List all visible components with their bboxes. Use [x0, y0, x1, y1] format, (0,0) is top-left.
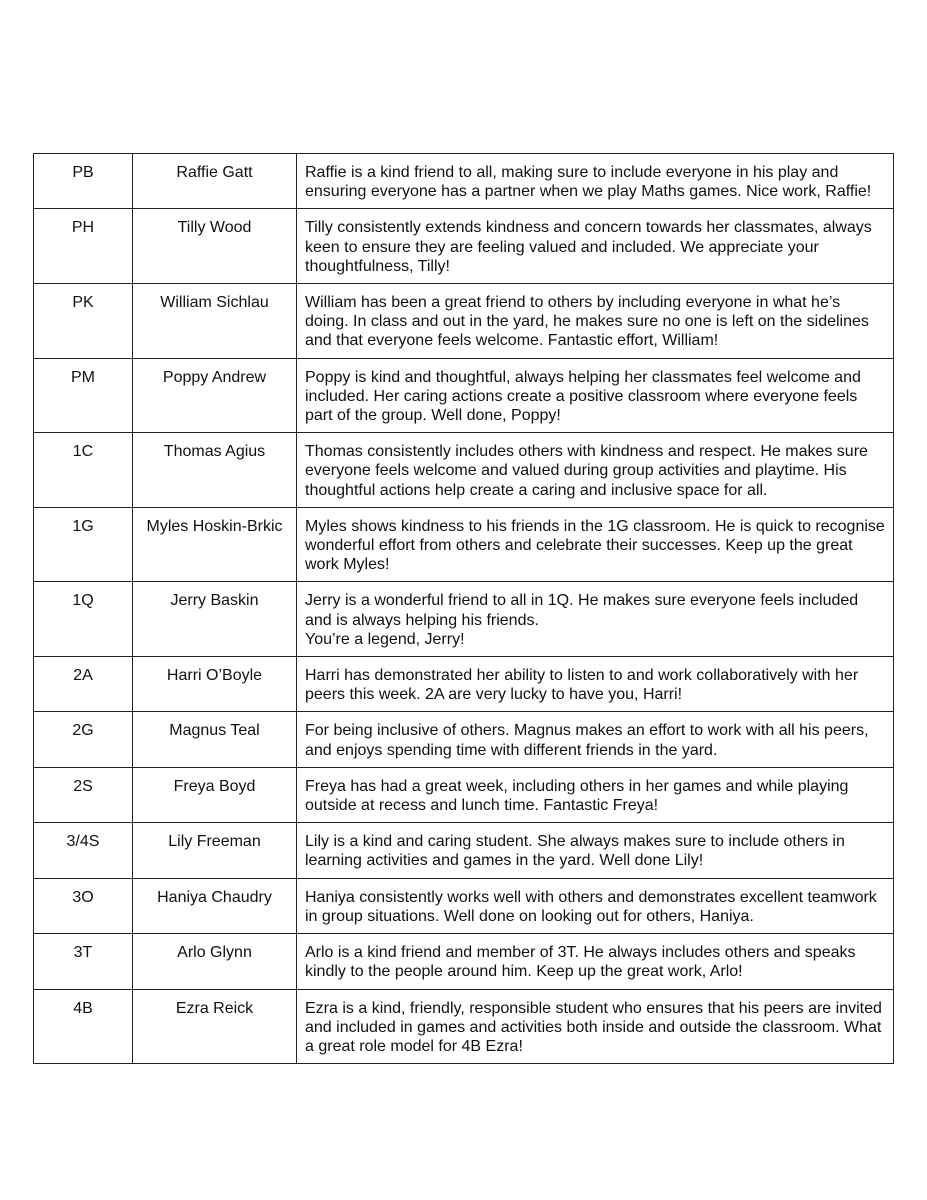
class-cell: PH: [34, 209, 133, 284]
table-row: [34, 657, 894, 712]
class-cell: 2S: [34, 767, 133, 822]
commendation-cell: Thomas consistently includes others with kindness and respect. He makes sure everyone feels welcome and valued during group activities and playtime. His thoughtful actions help create a caring and inclusive space for all.: [297, 433, 894, 508]
class-cell: 1G: [34, 507, 133, 582]
student-name-cell: Thomas Agius: [133, 433, 297, 508]
commendation-cell: Lily is a kind and caring student. She always makes sure to include others in learning activities and games in the yard. Well done Lily!: [297, 823, 894, 878]
class-cell: 1C: [34, 433, 133, 508]
table-row: [34, 284, 894, 359]
awards-table-body: [34, 154, 894, 1064]
commendation-cell: For being inclusive of others. Magnus makes an effort to work with all his peers, and enjoys spending time with different friends in the yard.: [297, 712, 894, 767]
table-row: [34, 767, 894, 822]
commendation-cell: Myles shows kindness to his friends in the 1G classroom. He is quick to recognise wonderful effort from others and celebrate their successes. Keep up the great work Myles!: [297, 507, 894, 582]
table-row: [34, 433, 894, 508]
student-name-cell: Haniya Chaudry: [133, 878, 297, 933]
commendation-cell: Arlo is a kind friend and member of 3T. He always includes others and speaks kindly to the people around him. Keep up the great work, Arlo!: [297, 934, 894, 989]
table-row: [34, 878, 894, 933]
table-row: [34, 823, 894, 878]
class-cell: 1Q: [34, 582, 133, 657]
student-name-cell: Arlo Glynn: [133, 934, 297, 989]
class-cell: PB: [34, 154, 133, 209]
student-name-cell: Freya Boyd: [133, 767, 297, 822]
table-row: [34, 582, 894, 657]
commendation-cell: William has been a great friend to others by including everyone in what he’s doing. In class and out in the yard, he makes sure no one is left on the sidelines and that everyone feels welcome. Fantastic effort, William!: [297, 284, 894, 359]
student-name-cell: Myles Hoskin-Brkic: [133, 507, 297, 582]
commendation-cell: Freya has had a great week, including others in her games and while playing outside at recess and lunch time. Fantastic Freya!: [297, 767, 894, 822]
commendation-cell: Jerry is a wonderful friend to all in 1Q. He makes sure everyone feels included and is always helping his friends. You’re a legend, Jerry!: [297, 582, 894, 657]
commendation-cell: Ezra is a kind, friendly, responsible student who ensures that his peers are invited and included in games and activities both inside and outside the classroom. What a great role model for 4B Ezra!: [297, 989, 894, 1064]
class-cell: 2A: [34, 657, 133, 712]
student-name-cell: Magnus Teal: [133, 712, 297, 767]
table-row: [34, 358, 894, 433]
table-row: [34, 507, 894, 582]
student-awards-table: [33, 153, 894, 1064]
commendation-cell: Haniya consistently works well with others and demonstrates excellent teamwork in group situations. Well done on looking out for others, Haniya.: [297, 878, 894, 933]
table-row: [34, 712, 894, 767]
student-name-cell: Harri O’Boyle: [133, 657, 297, 712]
class-cell: 3T: [34, 934, 133, 989]
class-cell: 2G: [34, 712, 133, 767]
commendation-cell: Harri has demonstrated her ability to listen to and work collaboratively with her peers this week. 2A are very lucky to have you, Harri!: [297, 657, 894, 712]
class-cell: 3/4S: [34, 823, 133, 878]
class-cell: 4B: [34, 989, 133, 1064]
student-name-cell: Ezra Reick: [133, 989, 297, 1064]
student-name-cell: Lily Freeman: [133, 823, 297, 878]
student-name-cell: Raffie Gatt: [133, 154, 297, 209]
student-name-cell: Jerry Baskin: [133, 582, 297, 657]
class-cell: PM: [34, 358, 133, 433]
commendation-cell: Poppy is kind and thoughtful, always helping her classmates feel welcome and included. Her caring actions create a positive classroom where everyone feels part of the group. Well done, Poppy!: [297, 358, 894, 433]
class-cell: PK: [34, 284, 133, 359]
class-cell: 3O: [34, 878, 133, 933]
commendation-cell: Raffie is a kind friend to all, making sure to include everyone in his play and ensuring everyone has a partner when we play Maths games. Nice work, Raffie!: [297, 154, 894, 209]
table-row: [34, 934, 894, 989]
table-row: [34, 989, 894, 1064]
student-name-cell: Tilly Wood: [133, 209, 297, 284]
student-name-cell: Poppy Andrew: [133, 358, 297, 433]
table-row: [34, 209, 894, 284]
table-row: [34, 154, 894, 209]
student-name-cell: William Sichlau: [133, 284, 297, 359]
commendation-cell: Tilly consistently extends kindness and concern towards her classmates, always keen to ensure they are feeling valued and included. We appreciate your thoughtfulness, Tilly!: [297, 209, 894, 284]
